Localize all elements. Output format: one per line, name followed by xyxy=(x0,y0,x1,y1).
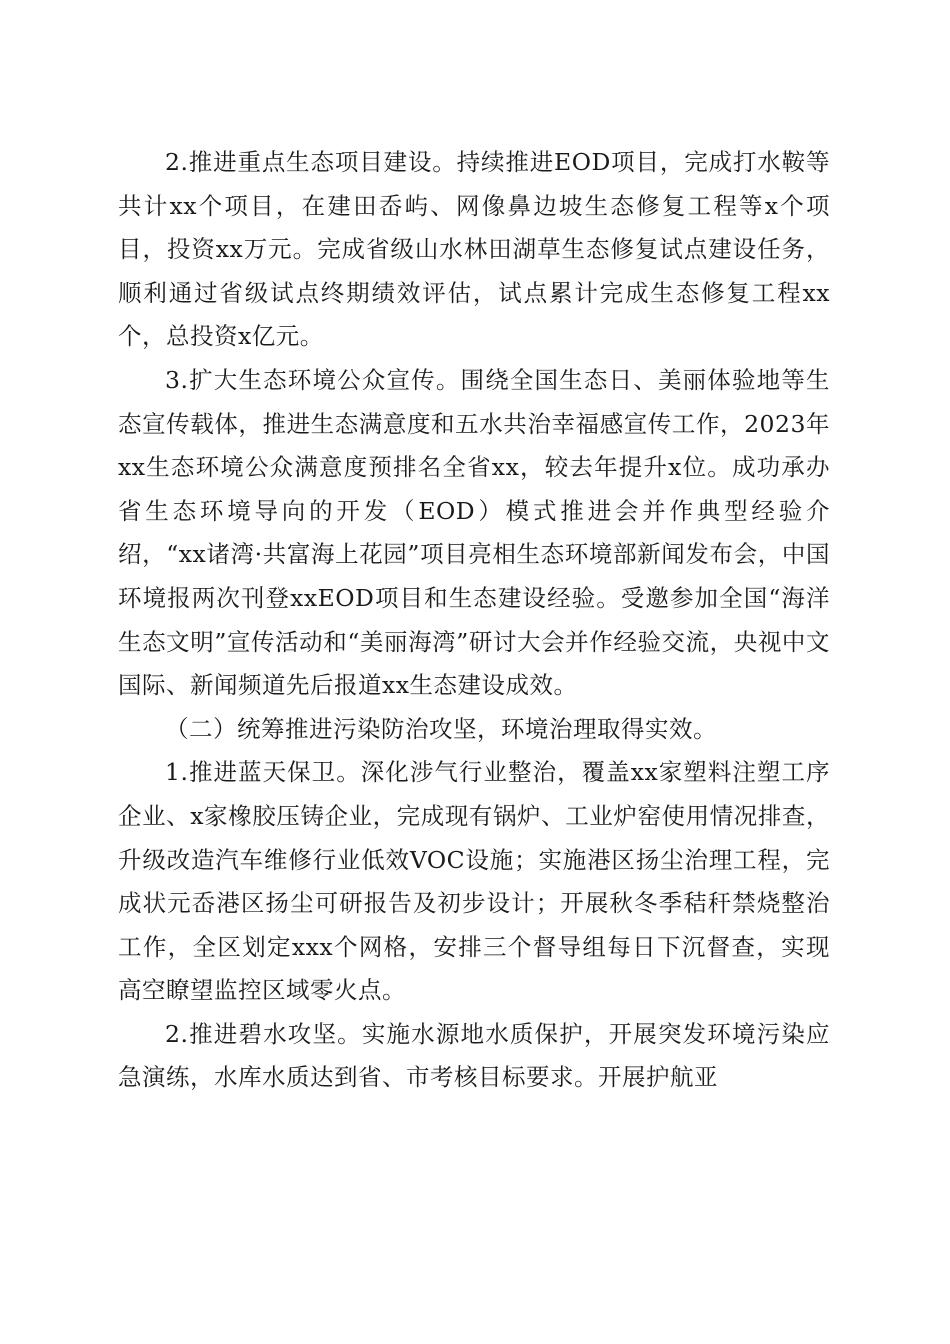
paragraph-publicity: 3.扩大生态环境公众宣传。围绕全国生态日、美丽体验地等生态宣传载体，推进生态满意度和五水共治幸福感宣传工作，2023年xx生态环境公众满意度预排名全省xx，较去年提升x位。成功承办省生态环境导向的开发（EOD）模式推进会并作典型经验介绍，“xx诸湾·共富海上花园”项目亮相生态环境部新闻发布会，中国环境报两次刊登xxEOD项目和生态建设经验。受邀参加全国“海洋生态文明”宣传活动和“美丽海湾”研讨大会并作经验交流，央视中文国际、新闻频道先后报道xx生态建设成效。 xyxy=(118,365,830,700)
section-heading-pollution: （二）统筹推进污染防治攻坚，环境治理取得实效。 xyxy=(165,714,717,743)
paragraph-eco-projects: 2.推进重点生态项目建设。持续推进EOD项目，完成打水鞍等共计xx个项目，在建田岙屿、网像鼻边坡生态修复工程等x个项目，投资xx万元。完成省级山水林田湖草生态修复试点建设任务，顺利通过省级试点终期绩效评估，试点累计完成生态修复工程xx个，总投资x亿元。 xyxy=(118,148,830,351)
paragraph-blue-sky: 1.推进蓝天保卫。深化涉气行业整治，覆盖xx家塑料注塑工序企业、x家橡胶压铸企业，完成现有锅炉、工业炉窑使用情况排查，升级改造汽车维修行业低效VOC设施；实施港区扬尘治理工程，完成状元岙港区扬尘可研报告及初步设计；开展秋冬季秸秆禁烧整治工作，全区划定xxx个网格，安排三个督导组每日下沉督查，实现高空瞭望监控区域零火点。 xyxy=(118,758,830,1005)
paragraph-clear-water: 2.推进碧水攻坚。实施水源地水质保护，开展突发环境污染应急演练，水库水质达到省、市考核目标要求。开展护航亚 xyxy=(118,1019,830,1092)
document-body xyxy=(118,141,830,1100)
